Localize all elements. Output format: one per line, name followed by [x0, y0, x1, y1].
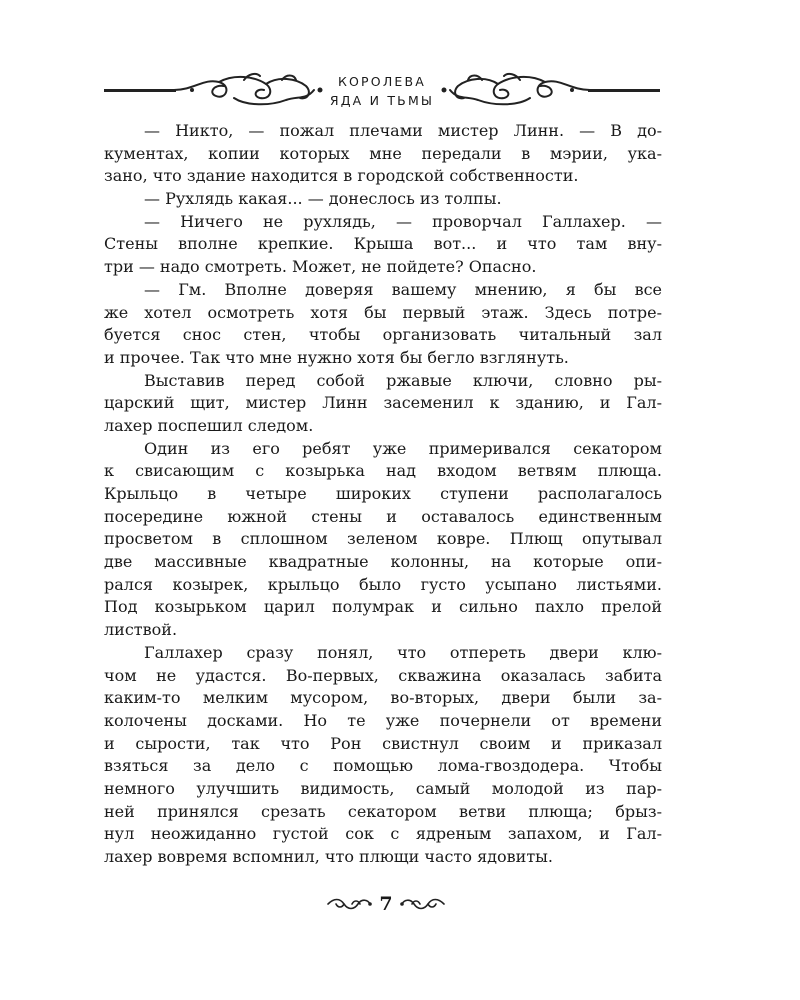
- text-line: и прочее. Так что мне нужно хотя бы бегло взглянуть.: [104, 347, 569, 367]
- text-line: листвой.: [104, 620, 178, 640]
- flourish-left-icon: [174, 70, 324, 110]
- text-line: — Никто, — пожал плечами мистер Линн. — В до-: [144, 121, 662, 140]
- page-footer: [326, 890, 446, 918]
- text-line: три — надо смотреть. Может, не пойдете? Опасно.: [104, 257, 537, 277]
- text-line: немного улучшить видимость, самый молодой из пар-: [104, 778, 662, 798]
- text-line: буется снос стен, чтобы организовать читальный зал: [104, 325, 662, 345]
- text-line: к свисающим с козырька над входом ветвям плюща.: [104, 461, 662, 481]
- text-line: ней принялся срезать секатором ветви плюща; брыз-: [104, 801, 662, 821]
- text-line: — Гм. Вполне доверяя вашему мнению, я бы все: [144, 279, 662, 299]
- folio-ornament-left-icon: [326, 896, 372, 912]
- text-line: кументах, копии которых мне передали в мэрии, ука-: [104, 143, 662, 163]
- book-title: [322, 72, 442, 110]
- text-line: взяться за дело с помощью лома-гвоздодера. Чтобы: [104, 756, 662, 776]
- page-number: 7: [379, 893, 393, 915]
- book-title-line2: ЯДА И ТЬМЫ: [329, 93, 435, 108]
- text-line: колочены досками. Но те уже почернели от времени: [104, 710, 662, 730]
- book-title-line1: КОРОЛЕВА: [337, 74, 427, 89]
- running-header: [104, 70, 660, 114]
- text-line: рался козырек, крыльцо было густо усыпано листьями.: [104, 574, 662, 594]
- text-line: лахер поспешил следом.: [104, 415, 314, 435]
- text-line: две массивные квадратные колонны, на которые опи-: [104, 552, 662, 572]
- body-text: [104, 120, 662, 869]
- text-line: посередине южной стены и оставалось единственным: [104, 506, 662, 526]
- header-rule-left: [104, 89, 176, 92]
- text-line: царский щит, мистер Линн засеменил к зданию, и Гал-: [104, 393, 662, 413]
- text-line: Под козырьком царил полумрак и сильно пахло прелой: [104, 597, 662, 617]
- text-line: чом не удастся. Во-первых, скважина оказалась забита: [104, 665, 662, 685]
- text-line: — Ничего не рухлядь, — проворчал Галлахер. —: [144, 211, 662, 231]
- text-line: лахер вовремя вспомнил, что плющи часто ядовиты.: [104, 847, 553, 866]
- text-line: Один из его ребят уже примеривался секатором: [144, 438, 662, 458]
- text-line: Стены вполне крепкие. Крыша вот... и что там вну-: [104, 234, 662, 254]
- text-line: просветом в сплошном зеленом ковре. Плющ опутывал: [104, 529, 662, 549]
- text-line: нул неожиданно густой сок с ядреным запахом, и Гал-: [104, 824, 662, 844]
- text-line: каким-то мелким мусором, во-вторых, двери были за-: [104, 688, 662, 708]
- text-line: — Рухлядь какая... — донеслось из толпы.: [144, 189, 502, 209]
- text-line: Крыльцо в четыре широких ступени располагалось: [104, 484, 662, 503]
- header-rule-right: [588, 89, 660, 92]
- text-line: и сырости, так что Рон свистнул своим и приказал: [104, 733, 662, 753]
- text-line: же хотел осмотреть хотя бы первый этаж. Здесь потре-: [104, 302, 662, 322]
- text-line: Выставив перед собой ржавые ключи, словно ры-: [144, 370, 662, 390]
- folio-ornament-right-icon: [400, 896, 446, 912]
- flourish-right-icon: [440, 70, 590, 110]
- text-line: зано, что здание находится в городской собственности.: [104, 166, 579, 186]
- text-line: Галлахер сразу понял, что отпереть двери клю-: [144, 642, 662, 662]
